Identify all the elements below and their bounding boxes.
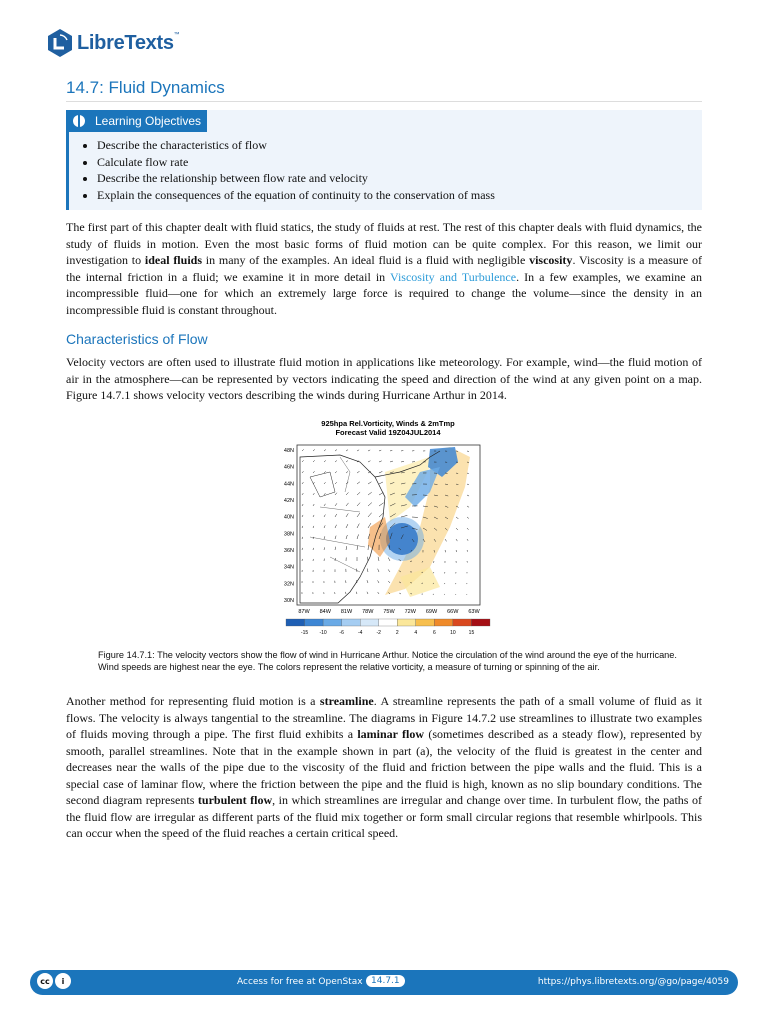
colorbar-label: -10	[319, 630, 327, 636]
colorbar-label: 10	[450, 630, 456, 636]
colorbar-label: 6	[432, 630, 436, 636]
viscosity-link[interactable]: Viscosity and Turbulence	[390, 269, 517, 284]
lon-label: 78W	[362, 609, 374, 615]
objectives-icon	[73, 115, 85, 127]
figure-title-line1: 925hpa Rel.Vorticity, Winds & 2mTmp	[321, 419, 455, 428]
cc-icon: cc	[37, 973, 53, 989]
cc-license-icons[interactable]	[37, 973, 73, 989]
colorbar-swatch	[379, 619, 398, 626]
openstax-access-text: Access for free at OpenStax	[237, 977, 363, 987]
colorbar-swatch	[453, 619, 472, 626]
colorbar-swatch	[416, 619, 435, 626]
objective-item: • Calculate flow rate	[97, 154, 495, 171]
colorbar-swatch	[360, 619, 379, 626]
colorbar-swatch	[323, 619, 342, 626]
lat-label: 30N	[283, 598, 294, 604]
colorbar-swatch	[471, 619, 490, 626]
figure-title-line2: Forecast Valid 19Z04JUL2014	[335, 428, 441, 437]
colorbar-label: -4	[357, 630, 363, 636]
colorbar-label: 2	[395, 630, 399, 636]
lat-label: 42N	[283, 498, 294, 504]
learning-objectives-tab	[69, 110, 207, 132]
lon-label: 63W	[468, 609, 480, 615]
hurricane-vorticity-figure	[280, 417, 495, 639]
page-title: 14.7: Fluid Dynamics	[66, 78, 225, 97]
colorbar-swatch	[305, 619, 324, 626]
libretexts-logo-icon	[46, 28, 74, 58]
lat-label: 34N	[283, 564, 294, 571]
attribution-icon: i	[55, 973, 71, 989]
colorbar-swatch	[286, 619, 305, 626]
title-divider	[66, 101, 702, 102]
colorbar-label: 15	[468, 630, 475, 636]
objective-item: • Describe the characteristics of flow	[97, 137, 495, 154]
lat-label: 46N	[283, 464, 294, 471]
latitude-labels	[284, 448, 294, 604]
figure-caption: Figure 14.7.1: The velocity vectors show the flow of wind in Hurricane Arthur. Notice the circulation of the wind around the eye of the hurricane. Wind speeds are highest near the eye. The colors represent the relative vorticity, a measure of turning or spinning of the air.	[98, 650, 677, 672]
colorbar-swatch	[342, 619, 361, 626]
page-number-badge: 14.7.1	[366, 975, 405, 987]
colorbar-label: 4	[414, 630, 418, 636]
vorticity-colorbar	[286, 619, 490, 626]
lon-label: 66W	[447, 609, 459, 615]
lon-label: 84W	[319, 609, 331, 615]
libretexts-logo[interactable]	[46, 28, 179, 58]
colorbar-swatch	[434, 619, 453, 626]
lat-label: 38N	[283, 531, 294, 538]
objective-item: • Describe the relationship between flow rate and velocity	[97, 170, 495, 187]
lon-label: 72W	[404, 609, 416, 615]
longitude-labels	[298, 609, 480, 615]
logo-wordmark: LibreTexts™	[77, 31, 180, 54]
lat-label: 40N	[283, 514, 294, 521]
colorbar-swatch	[397, 619, 416, 626]
lon-label: 69W	[425, 609, 438, 615]
velocity-paragraph: Velocity vectors are often used to illustrate fluid motion in applications like meteorology. For example, wind—the fluid motion of air in the atmosphere—can be represented by vectors indicating the speed and direction of the wind at any given point on a map. Figure 14.7.1 shows velocity vectors describing the winds during Hurricane Arthur in 2014.	[66, 355, 702, 402]
learning-objectives-box	[66, 110, 702, 210]
colorbar-label: -2	[376, 630, 381, 636]
intro-paragraph: The first part of this chapter dealt with fluid statics, the study of fluids at rest. The rest of this chapter deals with fluid dynamics, the study of fluids in motion. Even the most basic forms of fluid motion can be quite complex. For this reason, we limit our investigation to ideal fluids in many of the examples. An ideal fluid is a fluid with negligible viscosity. Viscosity is a measure of the internal friction in a fluid; we examine it in more detail in Viscosity and Turbulence. In a few examples, we examine an incompressible fluid—one for which an extremely large force is required to change the volume—since the density in an incompressible fluid is constant throughout.	[66, 220, 703, 317]
lon-label: 75W	[383, 609, 395, 615]
colorbar-label: -15	[300, 630, 309, 636]
objective-item: • Explain the consequences of the equation of continuity to the conservation of mass	[97, 187, 495, 204]
objectives-list	[81, 137, 495, 203]
streamline-paragraph: Another method for representing fluid motion is a streamline. A streamline represents the path of a small volume of fluid as it flows. The velocity is always tangential to the streamline. The diagrams in Figure 14.7.2 use streamlines to illustrate two examples of fluids moving through a pipe. The first fluid exhibits a laminar flow (sometimes described as a steady flow), represented by smooth, parallel streamlines. Note that in the example shown in part (a), the velocity of the fluid is greatest in the center and decreases near the walls of the pipe due to the viscosity of the fluid and friction between the pipe walls and the fluid. This is a special case of laminar flow, where the friction between the pipe and the fluid is high, known as no slip boundary conditions. The second diagram represents turbulent flow, in which streamlines are irregular and change over time. In turbulent flow, the paths of the fluid flow are irregular as different parts of the fluid mix together or form small circular regions that resemble whirlpools. This can occur when the speed of the fluid reaches a certain critical speed.	[66, 694, 703, 840]
lon-label: 81W	[340, 609, 353, 615]
lat-label: 44N	[283, 481, 294, 488]
section-heading: Characteristics of Flow	[66, 331, 208, 347]
colorbar-labels	[301, 630, 475, 636]
lon-label: 87W	[298, 609, 310, 615]
page-url[interactable]: https://phys.libretexts.org/@go/page/4059	[537, 977, 729, 987]
lat-label: 32N	[283, 581, 294, 588]
learning-objectives-label: Learning Objectives	[95, 114, 202, 128]
lat-label: 36N	[283, 548, 294, 554]
page-footer	[30, 970, 738, 995]
colorbar-label: -6	[339, 630, 344, 636]
lat-label: 48N	[283, 448, 294, 454]
